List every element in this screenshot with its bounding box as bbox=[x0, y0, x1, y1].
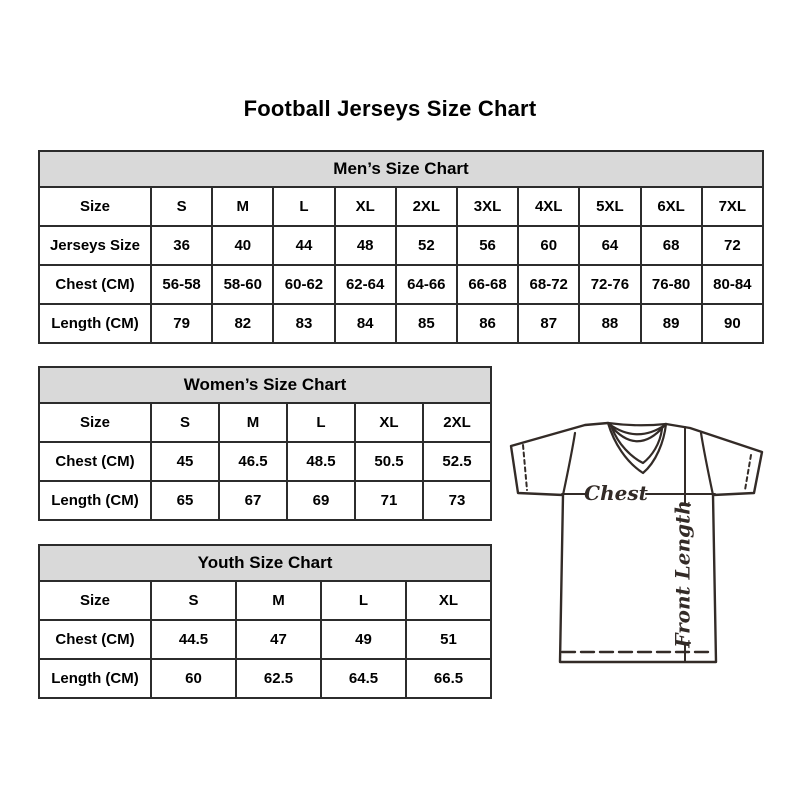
size-cell: 64.5 bbox=[321, 659, 406, 698]
size-cell: 51 bbox=[406, 620, 491, 659]
row-label: Size bbox=[39, 581, 151, 620]
table-title-row bbox=[39, 151, 763, 187]
row-label: Length (CM) bbox=[39, 304, 151, 343]
size-cell: 60 bbox=[518, 226, 579, 265]
size-cell: L bbox=[321, 581, 406, 620]
left-armhole-seam bbox=[563, 433, 575, 495]
size-cell: 48 bbox=[335, 226, 396, 265]
size-cell: S bbox=[151, 187, 212, 226]
size-cell: 87 bbox=[518, 304, 579, 343]
size-cell: L bbox=[287, 403, 355, 442]
front-length-label: Front Length bbox=[670, 500, 695, 648]
size-cell: 62-64 bbox=[335, 265, 396, 304]
size-cell: 84 bbox=[335, 304, 396, 343]
size-cell: 71 bbox=[355, 481, 423, 520]
size-cell: 66.5 bbox=[406, 659, 491, 698]
size-cell: 73 bbox=[423, 481, 491, 520]
table-row bbox=[39, 620, 491, 659]
right-cuff-dashed-line bbox=[745, 455, 751, 490]
row-label: Chest (CM) bbox=[39, 442, 151, 481]
mens-size-table bbox=[38, 150, 764, 344]
row-label: Size bbox=[39, 403, 151, 442]
table-title-row bbox=[39, 545, 491, 581]
size-cell: 90 bbox=[702, 304, 763, 343]
row-label: Jerseys Size bbox=[39, 226, 151, 265]
size-cell: 52 bbox=[396, 226, 457, 265]
size-cell: 2XL bbox=[423, 403, 491, 442]
size-cell: 69 bbox=[287, 481, 355, 520]
size-cell: 82 bbox=[212, 304, 273, 343]
size-cell: 68-72 bbox=[518, 265, 579, 304]
size-cell: 64-66 bbox=[396, 265, 457, 304]
size-cell: 88 bbox=[579, 304, 640, 343]
size-cell: 64 bbox=[579, 226, 640, 265]
size-cell: 89 bbox=[641, 304, 702, 343]
womens-size-table bbox=[38, 366, 492, 521]
size-cell: 56 bbox=[457, 226, 518, 265]
size-cell: S bbox=[151, 581, 236, 620]
size-cell: 62.5 bbox=[236, 659, 321, 698]
row-label: Chest (CM) bbox=[39, 265, 151, 304]
size-cell: 40 bbox=[212, 226, 273, 265]
size-cell: XL bbox=[335, 187, 396, 226]
size-cell: 4XL bbox=[518, 187, 579, 226]
size-cell: 83 bbox=[273, 304, 334, 343]
size-cell: 50.5 bbox=[355, 442, 423, 481]
table-row bbox=[39, 403, 491, 442]
page-title: Football Jerseys Size Chart bbox=[243, 96, 537, 121]
size-cell: 45 bbox=[151, 442, 219, 481]
size-cell: 58-60 bbox=[212, 265, 273, 304]
table-row bbox=[39, 304, 763, 343]
size-cell: 52.5 bbox=[423, 442, 491, 481]
table-row bbox=[39, 581, 491, 620]
table-row bbox=[39, 187, 763, 226]
table-row bbox=[39, 226, 763, 265]
row-label: Chest (CM) bbox=[39, 620, 151, 659]
size-cell: 44.5 bbox=[151, 620, 236, 659]
size-cell: 7XL bbox=[702, 187, 763, 226]
table-row bbox=[39, 265, 763, 304]
size-cell: 46.5 bbox=[219, 442, 287, 481]
size-cell: 36 bbox=[151, 226, 212, 265]
size-cell: XL bbox=[355, 403, 423, 442]
size-cell: 3XL bbox=[457, 187, 518, 226]
size-cell: 60 bbox=[151, 659, 236, 698]
size-cell: 47 bbox=[236, 620, 321, 659]
size-cell: 49 bbox=[321, 620, 406, 659]
jersey-measurement-diagram bbox=[500, 400, 772, 690]
row-label: Length (CM) bbox=[39, 481, 151, 520]
womens-table-title: Women’s Size Chart bbox=[39, 367, 491, 403]
table-row bbox=[39, 659, 491, 698]
mens-table-title: Men’s Size Chart bbox=[39, 151, 763, 187]
left-cuff-dashed-line bbox=[523, 445, 527, 490]
size-cell: 2XL bbox=[396, 187, 457, 226]
right-armhole-seam bbox=[701, 433, 713, 495]
size-cell: 76-80 bbox=[641, 265, 702, 304]
table-row bbox=[39, 481, 491, 520]
collar-top-line bbox=[608, 423, 666, 425]
size-cell: 66-68 bbox=[457, 265, 518, 304]
size-cell: 86 bbox=[457, 304, 518, 343]
size-cell: 44 bbox=[273, 226, 334, 265]
size-cell: 5XL bbox=[579, 187, 640, 226]
size-cell: L bbox=[273, 187, 334, 226]
size-cell: 48.5 bbox=[287, 442, 355, 481]
size-cell: 65 bbox=[151, 481, 219, 520]
youth-size-table bbox=[38, 544, 492, 699]
table-row bbox=[39, 442, 491, 481]
row-label: Length (CM) bbox=[39, 659, 151, 698]
table-title-row bbox=[39, 367, 491, 403]
size-cell: M bbox=[236, 581, 321, 620]
size-cell: 68 bbox=[641, 226, 702, 265]
size-cell: 60-62 bbox=[273, 265, 334, 304]
size-cell: XL bbox=[406, 581, 491, 620]
size-cell: 67 bbox=[219, 481, 287, 520]
size-cell: 72-76 bbox=[579, 265, 640, 304]
size-cell: 6XL bbox=[641, 187, 702, 226]
youth-table-title: Youth Size Chart bbox=[39, 545, 491, 581]
size-cell: M bbox=[212, 187, 273, 226]
size-cell: 56-58 bbox=[151, 265, 212, 304]
row-label: Size bbox=[39, 187, 151, 226]
size-cell: M bbox=[219, 403, 287, 442]
size-cell: 80-84 bbox=[702, 265, 763, 304]
size-cell: 72 bbox=[702, 226, 763, 265]
chest-label: Chest bbox=[584, 481, 648, 505]
size-cell: S bbox=[151, 403, 219, 442]
size-cell: 79 bbox=[151, 304, 212, 343]
size-cell: 85 bbox=[396, 304, 457, 343]
